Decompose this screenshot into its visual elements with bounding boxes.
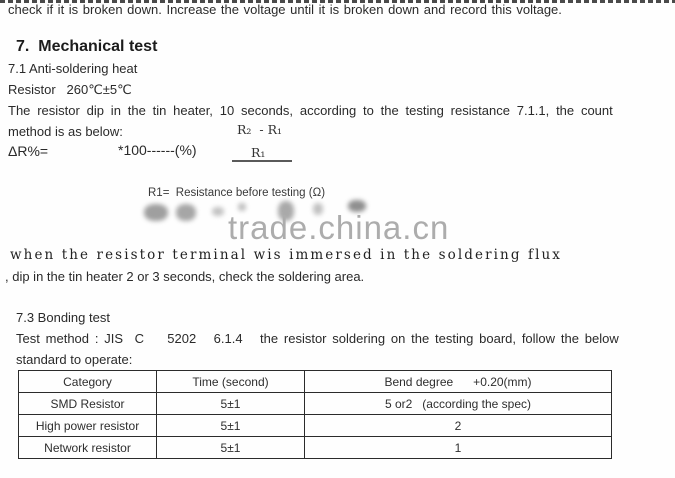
header-bend-degree: Bend degree +0.20(mm)	[305, 371, 612, 393]
header-time: Time (second)	[157, 371, 305, 393]
cell-category: Network resistor	[19, 437, 157, 459]
test-method-line-1: Test method : JIS C 5202 6.1.4 the resistor soldering on the testing board, follow the below	[16, 331, 619, 346]
cell-category: High power resistor	[19, 415, 157, 437]
cell-time: 5±1	[157, 393, 305, 415]
soldering-flux-line: when the resistor terminal wis immersed in the soldering flux	[10, 247, 563, 263]
test-method-line-2: standard to operate:	[16, 352, 133, 367]
formula-delta-r: ΔR%=	[8, 143, 49, 159]
formula-numerator: R₂ - R₁	[237, 122, 282, 137]
method-paragraph-line-2: method is as below:	[8, 124, 123, 139]
section-7-1-title: 7.1 Anti-soldering heat	[8, 61, 138, 76]
formula-fraction-rule	[232, 160, 292, 162]
section-7-3-title: 7.3 Bonding test	[16, 310, 110, 325]
header-category: Category	[19, 371, 157, 393]
resistor-temperature-spec: Resistor 260℃±5℃	[8, 82, 132, 97]
formula-multiplier: *100------(%)	[118, 142, 197, 158]
method-paragraph-line-1: The resistor dip in the tin heater, 10 seconds, according to the testing resistance 7.1.1, the count	[8, 103, 613, 118]
r1-definition-note: R1= Resistance before testing (Ω)	[148, 187, 326, 199]
formula-denominator: R₁	[251, 145, 266, 160]
watermark-text: trade.china.cn	[228, 209, 450, 246]
dip-tin-heater-line: , dip in the tin heater 2 or 3 seconds, check the soldering area.	[5, 269, 365, 284]
section-7-heading: 7. Mechanical test	[16, 38, 158, 55]
cell-time: 5±1	[157, 437, 305, 459]
cell-category: SMD Resistor	[19, 393, 157, 415]
cell-bend-degree: 2	[305, 415, 612, 437]
cell-bend-degree: 1	[305, 437, 612, 459]
top-paragraph-line: check if it is broken down. Increase the voltage until it is broken down and record this voltage.	[8, 2, 562, 17]
cell-time: 5±1	[157, 415, 305, 437]
table-row	[19, 437, 612, 459]
smudge	[144, 204, 168, 221]
table-row	[19, 415, 612, 437]
table-header-row	[19, 371, 612, 393]
cell-bend-degree: 5 or2 (according the spec)	[305, 393, 612, 415]
table-row	[19, 393, 612, 415]
bonding-test-table	[18, 370, 612, 459]
smudge	[212, 207, 224, 216]
smudge	[176, 204, 196, 221]
